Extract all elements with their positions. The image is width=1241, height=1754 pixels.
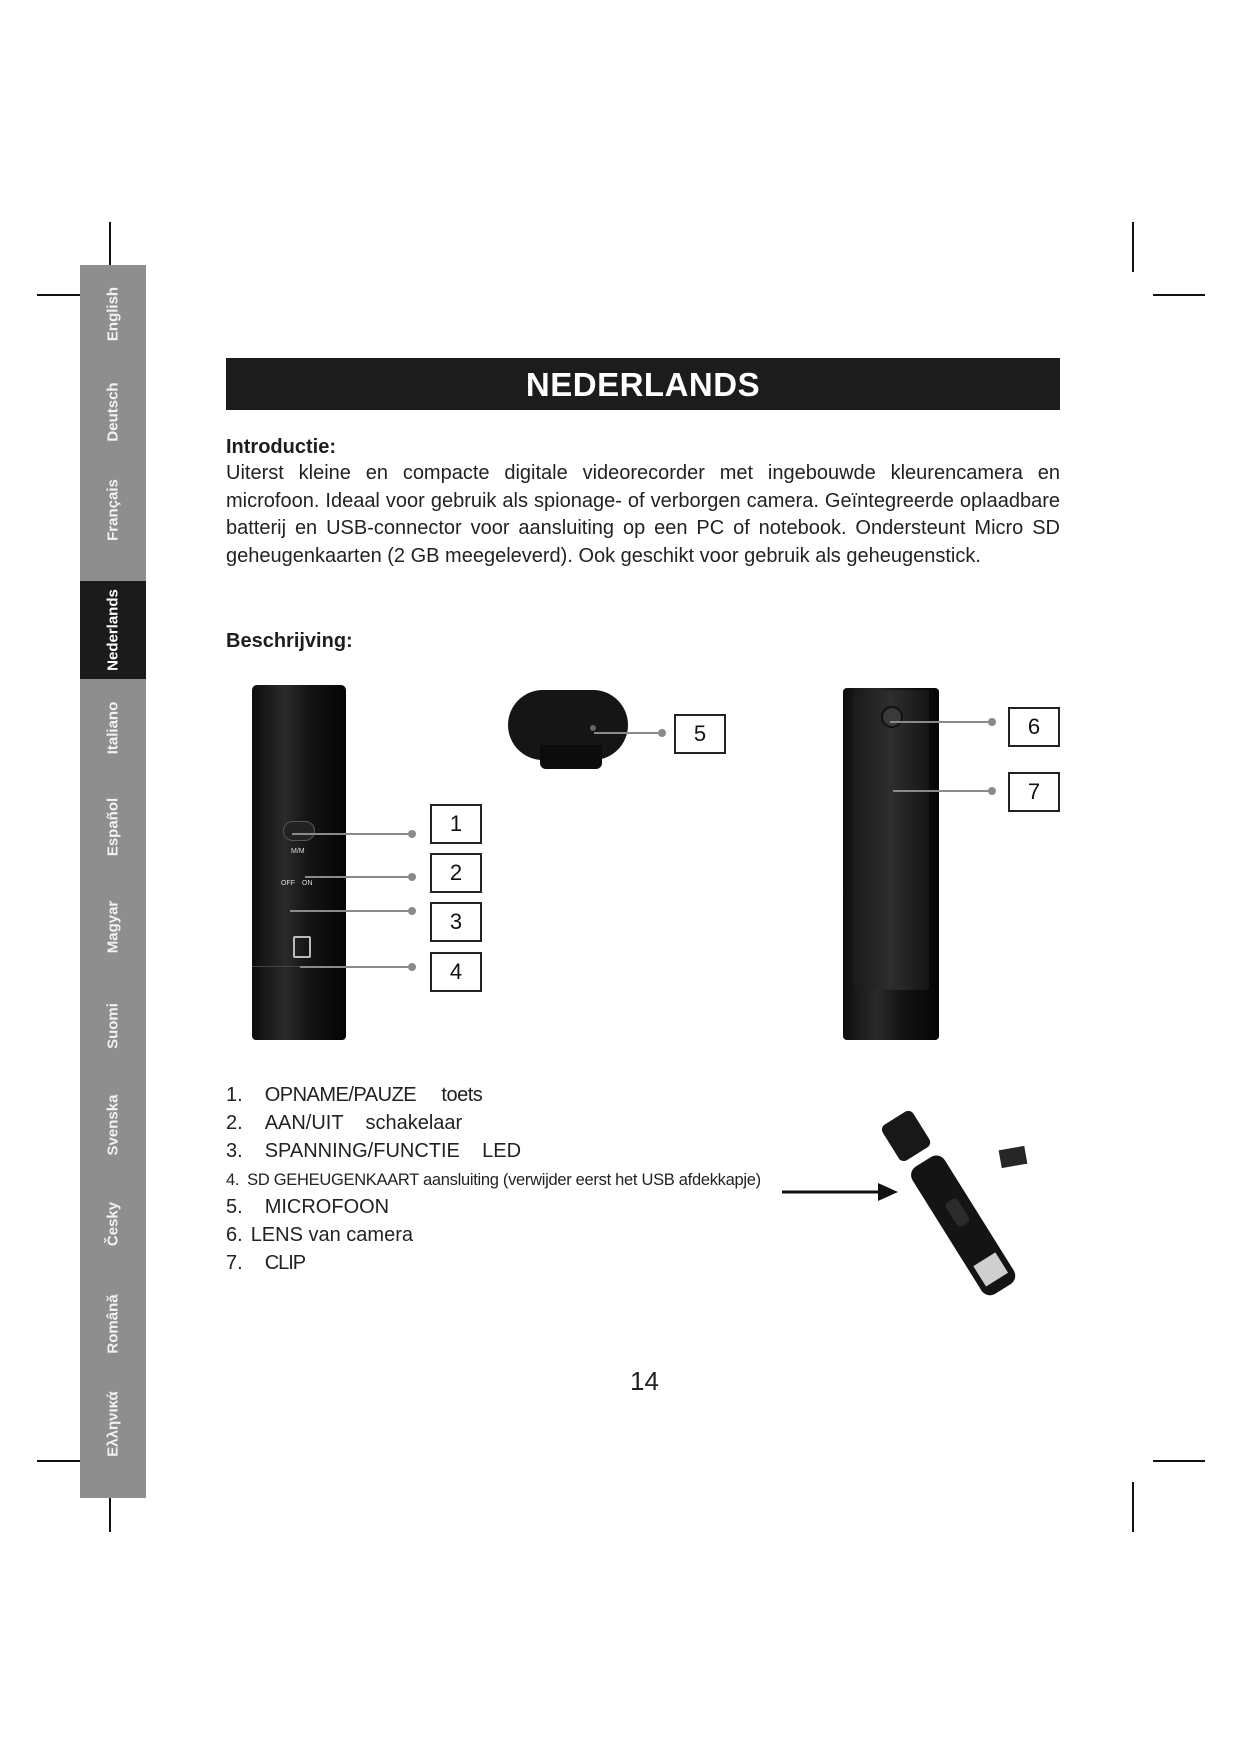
intro-paragraph: Uiterst kleine en compacte digitale videorecorder met ingebouwde kleurencamera en microfoon. Ideaal voor gebruik als spionage- of verborgen camera. Geïntegreerde oplaadbare batterij en USB-connector voor aansluiting op een PC of notebook. Ondersteunt Micro SD geheugenkaarten (2 GB meegeleverd). Ook geschikt voor gebruik als geheugenstick. xyxy=(226,462,1060,567)
page-number: 14 xyxy=(630,1366,659,1396)
device-front-body xyxy=(252,685,346,1040)
crop-mark xyxy=(1153,294,1205,296)
language-tab-ellinika[interactable]: Ελληνικά xyxy=(104,1391,122,1457)
callout-dot-5 xyxy=(658,729,666,737)
callout-box-4: 4 xyxy=(430,952,482,992)
callout-box-2: 2 xyxy=(430,853,482,893)
clip-panel xyxy=(853,690,929,990)
callout-box-3: 3 xyxy=(430,902,482,942)
callout-dot-2 xyxy=(408,873,416,881)
parts-list-item-6: 6. LENS van camera xyxy=(226,1224,413,1246)
callout-box-1: 1 xyxy=(430,804,482,844)
callout-line-3 xyxy=(290,910,412,912)
crop-mark xyxy=(1153,1460,1205,1462)
callout-line-1 xyxy=(292,833,412,835)
callout-dot-7 xyxy=(988,787,996,795)
crop-mark xyxy=(1132,1482,1134,1532)
language-tab-english[interactable]: English xyxy=(104,286,122,342)
callout-line-5 xyxy=(594,732,662,734)
microphone-icon xyxy=(590,725,596,731)
language-tab-francais[interactable]: Français xyxy=(104,479,122,541)
mode-label: M/M xyxy=(291,848,305,855)
callout-box-5: 5 xyxy=(674,714,726,754)
language-tab-cesky[interactable]: Česky xyxy=(104,1201,122,1247)
callout-box-6: 6 xyxy=(1008,707,1060,747)
parts-list-item-5: 5. MICROFOON xyxy=(226,1196,390,1218)
language-tab-espanol[interactable]: Español xyxy=(104,797,122,857)
callout-line-4 xyxy=(300,966,412,968)
language-tab-romana[interactable]: Română xyxy=(104,1294,122,1354)
callout-line-2 xyxy=(305,876,412,878)
off-label: OFF xyxy=(281,880,295,887)
on-label: ON xyxy=(302,880,313,887)
callout-dot-1 xyxy=(408,830,416,838)
description-heading: Beschrijving: xyxy=(226,630,353,652)
parts-list-item-4: 4. SD GEHEUGENKAART aansluiting (verwijder eerst het USB afdekkapje) xyxy=(226,1171,761,1189)
callout-dot-4 xyxy=(408,963,416,971)
language-tab-italiano[interactable]: Italiano xyxy=(104,701,122,755)
callout-box-7: 7 xyxy=(1008,772,1060,812)
sd-card-icon xyxy=(293,936,311,958)
record-button-icon xyxy=(283,821,315,841)
callout-dot-6 xyxy=(988,718,996,726)
usb-stick-illustration xyxy=(850,1100,1050,1320)
callout-line-7 xyxy=(893,790,992,792)
language-tab-svenska[interactable]: Svenska xyxy=(104,1094,122,1156)
language-tab-magyar[interactable]: Magyar xyxy=(104,900,122,954)
intro-heading: Introductie: xyxy=(226,436,336,458)
callout-line-6 xyxy=(890,721,992,723)
parts-list-item-7: 7. CLIP xyxy=(226,1252,306,1274)
language-tab-deutsch[interactable]: Deutsch xyxy=(104,382,122,442)
camera-lens-icon xyxy=(881,706,903,728)
parts-list-item-2: 2. AAN/UIT schakelaar xyxy=(226,1112,463,1134)
device-top-base xyxy=(540,745,602,769)
crop-mark xyxy=(1132,222,1134,272)
language-tab-bar xyxy=(80,265,146,1498)
page-title-banner: NEDERLANDS xyxy=(226,358,1060,410)
callout-dot-3 xyxy=(408,907,416,915)
language-tab-nederlands[interactable]: Nederlands xyxy=(80,581,146,679)
parts-list-item-3: 3. SPANNING/FUNCTIE LED xyxy=(226,1140,522,1162)
parts-list-item-1: 1. OPNAME/PAUZE toets xyxy=(226,1084,483,1106)
language-tab-suomi[interactable]: Suomi xyxy=(104,1003,122,1049)
